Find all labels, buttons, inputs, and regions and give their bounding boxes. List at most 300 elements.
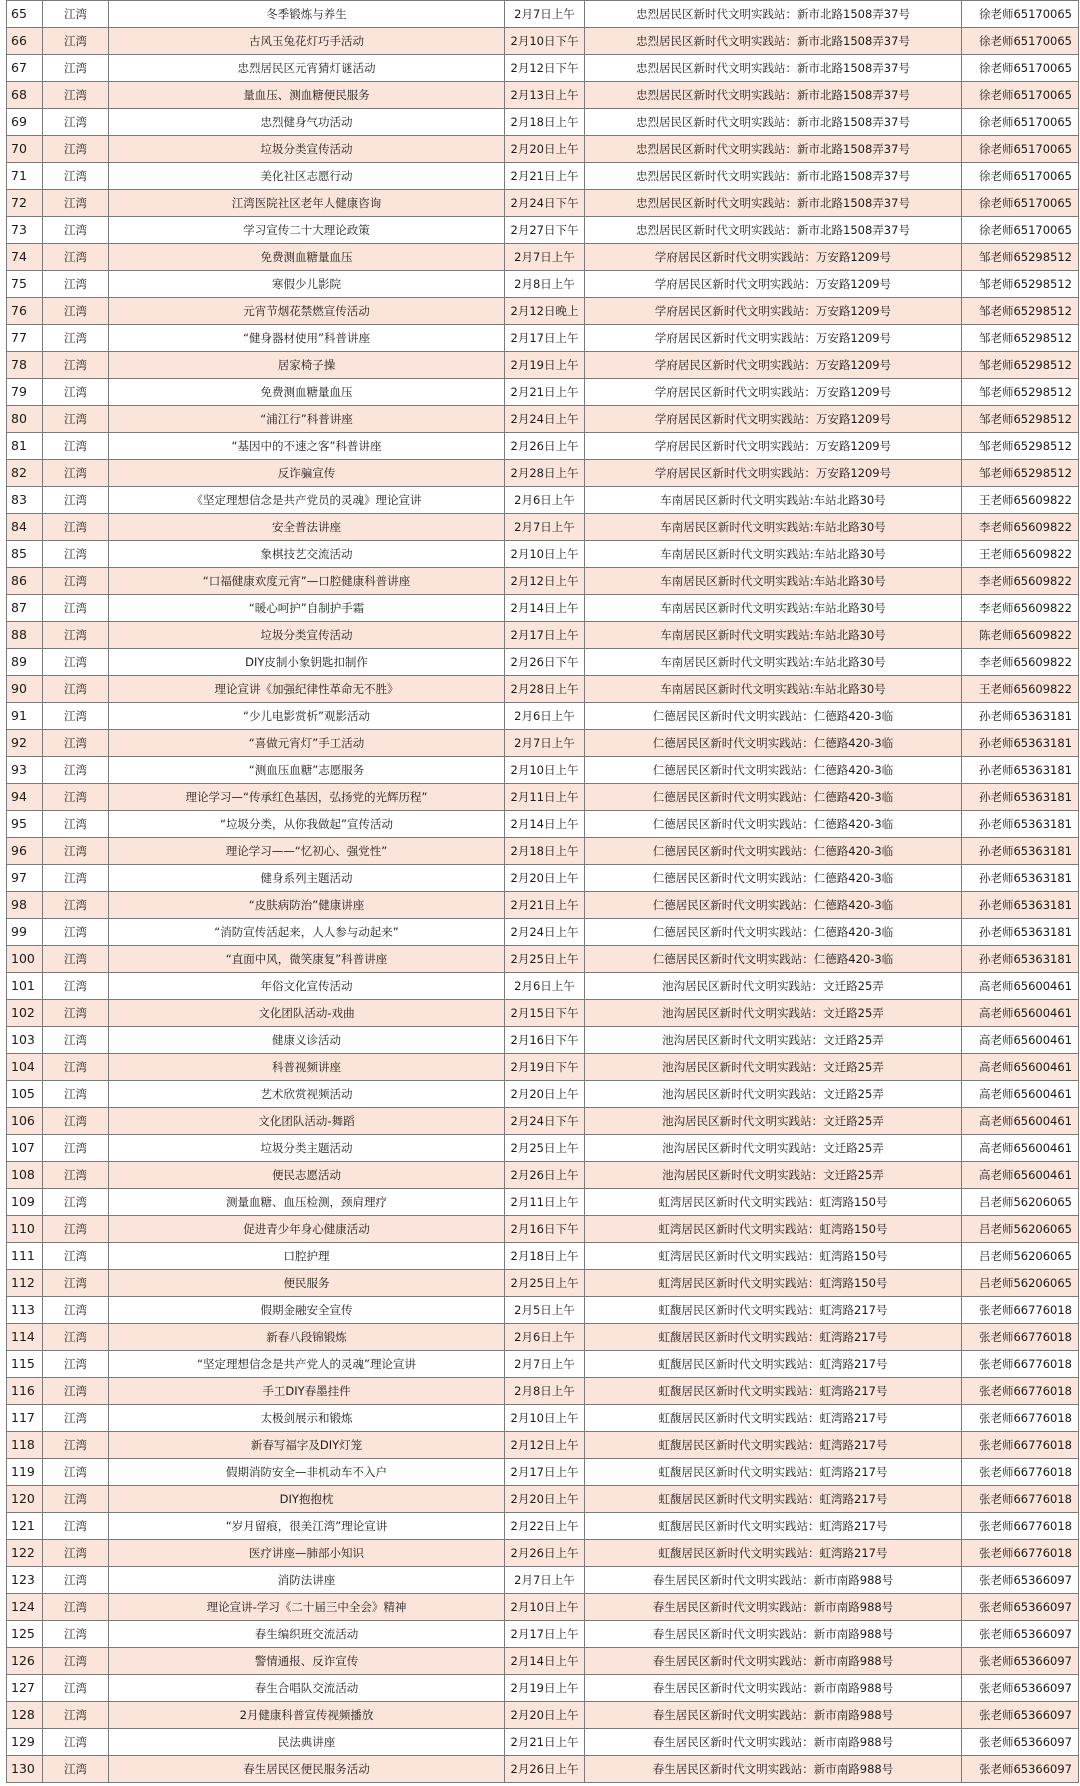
row-number: 112 [7,1270,43,1297]
activity-time-cell: 2月19日上午 [505,1675,585,1702]
area-cell: 江湾 [43,946,109,973]
contact-cell: 邹老师65298512 [962,244,1079,271]
area-cell: 江湾 [43,568,109,595]
location-cell: 学府居民区新时代文明实践站：万安路1209号 [585,433,962,460]
activity-name-cell: 垃圾分类主题活动 [109,1135,505,1162]
contact-cell: 孙老师65363181 [962,946,1079,973]
location-cell: 春生居民区新时代文明实践站：新市南路988号 [585,1648,962,1675]
activity-name-cell: 便民服务 [109,1270,505,1297]
activity-time-cell: 2月10日上午 [505,1405,585,1432]
area-cell: 江湾 [43,82,109,109]
contact-cell: 王老师65609822 [962,541,1079,568]
location-cell: 虹馥居民区新时代文明实践站：虹湾路217号 [585,1486,962,1513]
location-cell: 忠烈居民区新时代文明实践站：新市北路1508弄37号 [585,1,962,28]
row-number: 87 [7,595,43,622]
contact-cell: 张老师66776018 [962,1297,1079,1324]
row-number: 77 [7,325,43,352]
activity-name-cell: 太极剑展示和锻炼 [109,1405,505,1432]
activity-name-cell: 文化团队活动-舞蹈 [109,1108,505,1135]
row-number: 88 [7,622,43,649]
row-number: 82 [7,460,43,487]
activity-name-cell: 手工DIY春墨挂件 [109,1378,505,1405]
row-number: 66 [7,28,43,55]
activity-schedule-table [6,0,1079,1783]
activity-name-cell: 2月健康科普宣传视频播放 [109,1702,505,1729]
activity-time-cell: 2月26日上午 [505,1540,585,1567]
activity-name-cell: 健康义诊活动 [109,1027,505,1054]
row-number: 123 [7,1567,43,1594]
row-number: 101 [7,973,43,1000]
activity-name-cell: 古风玉兔花灯巧手活动 [109,28,505,55]
activity-name-cell: 口腔护理 [109,1243,505,1270]
activity-name-cell: DIY皮制小象钥匙扣制作 [109,649,505,676]
table-row [7,1702,1079,1729]
activity-time-cell: 2月26日上午 [505,1756,585,1783]
location-cell: 忠烈居民区新时代文明实践站：新市北路1508弄37号 [585,28,962,55]
area-cell: 江湾 [43,55,109,82]
row-number: 85 [7,541,43,568]
location-cell: 学府居民区新时代文明实践站：万安路1209号 [585,325,962,352]
activity-time-cell: 2月10日上午 [505,757,585,784]
location-cell: 忠烈居民区新时代文明实践站：新市北路1508弄37号 [585,163,962,190]
contact-cell: 王老师65609822 [962,676,1079,703]
table-row [7,622,1079,649]
table-row [7,541,1079,568]
location-cell: 池沟居民区新时代文明实践站：文迁路25弄 [585,1027,962,1054]
area-cell: 江湾 [43,1459,109,1486]
location-cell: 春生居民区新时代文明实践站：新市南路988号 [585,1675,962,1702]
contact-cell: 李老师65609822 [962,595,1079,622]
contact-cell: 吕老师56206065 [962,1270,1079,1297]
row-number: 81 [7,433,43,460]
location-cell: 虹馥居民区新时代文明实践站：虹湾路217号 [585,1432,962,1459]
activity-name-cell: 象棋技艺交流活动 [109,541,505,568]
contact-cell: 张老师65366097 [962,1729,1079,1756]
activity-time-cell: 2月10日上午 [505,1594,585,1621]
area-cell: 江湾 [43,1378,109,1405]
table-row [7,703,1079,730]
contact-cell: 李老师65609822 [962,514,1079,541]
table-row [7,838,1079,865]
location-cell: 虹馥居民区新时代文明实践站：虹湾路217号 [585,1378,962,1405]
area-cell: 江湾 [43,892,109,919]
activity-time-cell: 2月18日上午 [505,109,585,136]
row-number: 84 [7,514,43,541]
location-cell: 池沟居民区新时代文明实践站：文迁路25弄 [585,1081,962,1108]
activity-time-cell: 2月7日上午 [505,1,585,28]
area-cell: 江湾 [43,136,109,163]
row-number: 126 [7,1648,43,1675]
contact-cell: 高老师65600461 [962,1000,1079,1027]
area-cell: 江湾 [43,433,109,460]
activity-time-cell: 2月27日下午 [505,217,585,244]
location-cell: 忠烈居民区新时代文明实践站：新市北路1508弄37号 [585,190,962,217]
area-cell: 江湾 [43,271,109,298]
row-number: 68 [7,82,43,109]
contact-cell: 张老师65366097 [962,1567,1079,1594]
location-cell: 虹馥居民区新时代文明实践站：虹湾路217号 [585,1513,962,1540]
location-cell: 仁德居民区新时代文明实践站：仁德路420-3临 [585,730,962,757]
table-row [7,892,1079,919]
contact-cell: 高老师65600461 [962,973,1079,1000]
location-cell: 虹馥居民区新时代文明实践站：虹湾路217号 [585,1459,962,1486]
row-number: 90 [7,676,43,703]
contact-cell: 张老师66776018 [962,1405,1079,1432]
row-number: 99 [7,919,43,946]
area-cell: 江湾 [43,649,109,676]
contact-cell: 邹老师65298512 [962,325,1079,352]
area-cell: 江湾 [43,1243,109,1270]
activity-time-cell: 2月11日上午 [505,1189,585,1216]
activity-name-cell: 便民志愿活动 [109,1162,505,1189]
contact-cell: 徐老师65170065 [962,163,1079,190]
activity-name-cell: 居家椅子操 [109,352,505,379]
activity-time-cell: 2月24日下午 [505,190,585,217]
activity-time-cell: 2月25日上午 [505,1135,585,1162]
row-number: 113 [7,1297,43,1324]
location-cell: 春生居民区新时代文明实践站：新市南路988号 [585,1594,962,1621]
table-row [7,973,1079,1000]
location-cell: 春生居民区新时代文明实践站：新市南路988号 [585,1729,962,1756]
contact-cell: 孙老师65363181 [962,784,1079,811]
location-cell: 池沟居民区新时代文明实践站：文迁路25弄 [585,1135,962,1162]
contact-cell: 张老师65366097 [962,1648,1079,1675]
area-cell: 江湾 [43,973,109,1000]
activity-time-cell: 2月25日上午 [505,946,585,973]
location-cell: 忠烈居民区新时代文明实践站：新市北路1508弄37号 [585,109,962,136]
row-number: 120 [7,1486,43,1513]
table-row [7,55,1079,82]
row-number: 76 [7,298,43,325]
contact-cell: 邹老师65298512 [962,433,1079,460]
activity-time-cell: 2月20日上午 [505,1702,585,1729]
location-cell: 仁德居民区新时代文明实践站：仁德路420-3临 [585,784,962,811]
row-number: 129 [7,1729,43,1756]
row-number: 91 [7,703,43,730]
row-number: 74 [7,244,43,271]
area-cell: 江湾 [43,676,109,703]
row-number: 69 [7,109,43,136]
contact-cell: 邹老师65298512 [962,298,1079,325]
row-number: 117 [7,1405,43,1432]
activity-time-cell: 2月11日上午 [505,784,585,811]
location-cell: 虹湾居民区新时代文明实践站：虹湾路150号 [585,1270,962,1297]
table-row [7,460,1079,487]
area-cell: 江湾 [43,919,109,946]
table-row [7,1108,1079,1135]
row-number: 111 [7,1243,43,1270]
activity-time-cell: 2月19日上午 [505,352,585,379]
table-row [7,649,1079,676]
row-number: 73 [7,217,43,244]
row-number: 128 [7,1702,43,1729]
contact-cell: 孙老师65363181 [962,865,1079,892]
area-cell: 江湾 [43,1324,109,1351]
activity-name-cell: 反诈骗宣传 [109,460,505,487]
activity-name-cell: 理论学习—“传承红色基因，弘扬党的光辉历程” [109,784,505,811]
row-number: 107 [7,1135,43,1162]
row-number: 103 [7,1027,43,1054]
table-row [7,298,1079,325]
row-number: 127 [7,1675,43,1702]
row-number: 97 [7,865,43,892]
location-cell: 池沟居民区新时代文明实践站：文迁路25弄 [585,1000,962,1027]
table-row [7,595,1079,622]
row-number: 115 [7,1351,43,1378]
area-cell: 江湾 [43,1594,109,1621]
area-cell: 江湾 [43,541,109,568]
location-cell: 虹湾居民区新时代文明实践站：虹湾路150号 [585,1243,962,1270]
activity-name-cell: 元宵节烟花禁燃宣传活动 [109,298,505,325]
table-row [7,1081,1079,1108]
area-cell: 江湾 [43,1729,109,1756]
area-cell: 江湾 [43,1756,109,1783]
row-number: 105 [7,1081,43,1108]
activity-time-cell: 2月7日上午 [505,730,585,757]
table-row [7,1054,1079,1081]
contact-cell: 邹老师65298512 [962,406,1079,433]
location-cell: 虹湾居民区新时代文明实践站：虹湾路150号 [585,1189,962,1216]
schedule-sheet [6,0,1078,1783]
contact-cell: 高老师65600461 [962,1027,1079,1054]
contact-cell: 高老师65600461 [962,1162,1079,1189]
activity-time-cell: 2月14日上午 [505,595,585,622]
location-cell: 车南居民区新时代文明实践站:车站北路30号 [585,622,962,649]
activity-time-cell: 2月24日上午 [505,406,585,433]
contact-cell: 徐老师65170065 [962,82,1079,109]
table-row [7,1324,1079,1351]
location-cell: 虹馥居民区新时代文明实践站：虹湾路217号 [585,1351,962,1378]
row-number: 79 [7,379,43,406]
activity-time-cell: 2月10日下午 [505,28,585,55]
row-number: 94 [7,784,43,811]
activity-time-cell: 2月6日上午 [505,973,585,1000]
table-row [7,1243,1079,1270]
contact-cell: 高老师65600461 [962,1054,1079,1081]
row-number: 65 [7,1,43,28]
activity-time-cell: 2月7日上午 [505,1351,585,1378]
location-cell: 学府居民区新时代文明实践站：万安路1209号 [585,244,962,271]
area-cell: 江湾 [43,298,109,325]
activity-name-cell: 测量血糖、血压检测，颈肩理疗 [109,1189,505,1216]
activity-name-cell: “浦江行”科普讲座 [109,406,505,433]
location-cell: 虹馥居民区新时代文明实践站：虹湾路217号 [585,1540,962,1567]
table-row [7,730,1079,757]
contact-cell: 张老师65366097 [962,1702,1079,1729]
activity-time-cell: 2月20日上午 [505,136,585,163]
table-row [7,568,1079,595]
row-number: 109 [7,1189,43,1216]
row-number: 116 [7,1378,43,1405]
area-cell: 江湾 [43,838,109,865]
activity-name-cell: 春生编织班交流活动 [109,1621,505,1648]
area-cell: 江湾 [43,1648,109,1675]
row-number: 72 [7,190,43,217]
area-cell: 江湾 [43,28,109,55]
location-cell: 仁德居民区新时代文明实践站：仁德路420-3临 [585,757,962,784]
activity-time-cell: 2月26日下午 [505,649,585,676]
table-row [7,163,1079,190]
activity-name-cell: 警情通报、反诈宣传 [109,1648,505,1675]
table-row [7,757,1079,784]
location-cell: 车南居民区新时代文明实践站:车站北路30号 [585,595,962,622]
contact-cell: 张老师66776018 [962,1513,1079,1540]
activity-time-cell: 2月6日上午 [505,487,585,514]
activity-name-cell: 文化团队活动-戏曲 [109,1000,505,1027]
contact-cell: 张老师66776018 [962,1324,1079,1351]
location-cell: 学府居民区新时代文明实践站：万安路1209号 [585,379,962,406]
activity-name-cell: 民法典讲座 [109,1729,505,1756]
contact-cell: 张老师66776018 [962,1432,1079,1459]
contact-cell: 高老师65600461 [962,1108,1079,1135]
table-row [7,190,1079,217]
activity-time-cell: 2月14日上午 [505,1648,585,1675]
activity-name-cell: 安全普法讲座 [109,514,505,541]
activity-name-cell: 量血压、测血糖便民服务 [109,82,505,109]
activity-time-cell: 2月8日上午 [505,271,585,298]
table-row [7,946,1079,973]
row-number: 78 [7,352,43,379]
contact-cell: 王老师65609822 [962,487,1079,514]
activity-time-cell: 2月10日上午 [505,541,585,568]
area-cell: 江湾 [43,595,109,622]
area-cell: 江湾 [43,163,109,190]
table-row [7,1405,1079,1432]
area-cell: 江湾 [43,217,109,244]
table-row [7,1162,1079,1189]
area-cell: 江湾 [43,1567,109,1594]
activity-time-cell: 2月25日上午 [505,1270,585,1297]
table-row [7,1351,1079,1378]
table-row [7,1594,1079,1621]
schedule-table-body [7,1,1079,1783]
activity-time-cell: 2月5日上午 [505,1297,585,1324]
location-cell: 仁德居民区新时代文明实践站：仁德路420-3临 [585,703,962,730]
area-cell: 江湾 [43,109,109,136]
activity-name-cell: 艺术欣赏视频活动 [109,1081,505,1108]
activity-name-cell: “岁月留痕，很美江湾”理论宣讲 [109,1513,505,1540]
row-number: 119 [7,1459,43,1486]
area-cell: 江湾 [43,1270,109,1297]
area-cell: 江湾 [43,1054,109,1081]
table-row [7,1216,1079,1243]
location-cell: 春生居民区新时代文明实践站：新市南路988号 [585,1567,962,1594]
activity-name-cell: “直面中风，微笑康复”科普讲座 [109,946,505,973]
contact-cell: 孙老师65363181 [962,703,1079,730]
contact-cell: 徐老师65170065 [962,217,1079,244]
area-cell: 江湾 [43,1216,109,1243]
area-cell: 江湾 [43,1432,109,1459]
table-row [7,865,1079,892]
table-row [7,1297,1079,1324]
area-cell: 江湾 [43,1135,109,1162]
area-cell: 江湾 [43,1486,109,1513]
table-row [7,1270,1079,1297]
contact-cell: 陈老师65609822 [962,622,1079,649]
activity-time-cell: 2月6日上午 [505,1324,585,1351]
activity-time-cell: 2月6日上午 [505,703,585,730]
contact-cell: 孙老师65363181 [962,892,1079,919]
table-row [7,1378,1079,1405]
location-cell: 仁德居民区新时代文明实践站：仁德路420-3临 [585,865,962,892]
area-cell: 江湾 [43,784,109,811]
row-number: 125 [7,1621,43,1648]
row-number: 118 [7,1432,43,1459]
location-cell: 车南居民区新时代文明实践站:车站北路30号 [585,649,962,676]
contact-cell: 李老师65609822 [962,649,1079,676]
contact-cell: 张老师66776018 [962,1486,1079,1513]
location-cell: 池沟居民区新时代文明实践站：文迁路25弄 [585,1162,962,1189]
activity-name-cell: 免费测血糖量血压 [109,379,505,406]
activity-name-cell: DIY抱抱枕 [109,1486,505,1513]
row-number: 130 [7,1756,43,1783]
contact-cell: 孙老师65363181 [962,757,1079,784]
table-row [7,1459,1079,1486]
area-cell: 江湾 [43,406,109,433]
activity-time-cell: 2月28日上午 [505,460,585,487]
contact-cell: 张老师66776018 [962,1459,1079,1486]
activity-time-cell: 2月7日上午 [505,514,585,541]
contact-cell: 李老师65609822 [962,568,1079,595]
activity-time-cell: 2月7日上午 [505,244,585,271]
contact-cell: 高老师65600461 [962,1081,1079,1108]
contact-cell: 张老师66776018 [962,1540,1079,1567]
activity-name-cell: 寒假少儿影院 [109,271,505,298]
row-number: 106 [7,1108,43,1135]
activity-time-cell: 2月21日上午 [505,1729,585,1756]
row-number: 102 [7,1000,43,1027]
location-cell: 虹湾居民区新时代文明实践站：虹湾路150号 [585,1216,962,1243]
table-row [7,784,1079,811]
activity-name-cell: “皮肤病防治”健康讲座 [109,892,505,919]
area-cell: 江湾 [43,1000,109,1027]
area-cell: 江湾 [43,1027,109,1054]
contact-cell: 张老师65366097 [962,1621,1079,1648]
row-number: 100 [7,946,43,973]
row-number: 93 [7,757,43,784]
table-row [7,271,1079,298]
row-number: 98 [7,892,43,919]
activity-time-cell: 2月17日上午 [505,622,585,649]
table-row [7,1135,1079,1162]
area-cell: 江湾 [43,1162,109,1189]
area-cell: 江湾 [43,1540,109,1567]
row-number: 124 [7,1594,43,1621]
activity-time-cell: 2月20日上午 [505,1081,585,1108]
activity-time-cell: 2月24日下午 [505,1108,585,1135]
table-row [7,352,1079,379]
row-number: 67 [7,55,43,82]
activity-name-cell: 理论宣讲-学习《二十届三中全会》精神 [109,1594,505,1621]
activity-name-cell: 冬季锻炼与养生 [109,1,505,28]
area-cell: 江湾 [43,1702,109,1729]
activity-name-cell: 美化社区志愿行动 [109,163,505,190]
activity-name-cell: “喜做元宵灯”手工活动 [109,730,505,757]
row-number: 71 [7,163,43,190]
table-row [7,1648,1079,1675]
area-cell: 江湾 [43,1081,109,1108]
activity-name-cell: “测血压血糖”志愿服务 [109,757,505,784]
activity-name-cell: “垃圾分类，从你我做起”宣传活动 [109,811,505,838]
location-cell: 仁德居民区新时代文明实践站：仁德路420-3临 [585,838,962,865]
table-row [7,109,1079,136]
area-cell: 江湾 [43,487,109,514]
activity-time-cell: 2月17日上午 [505,1459,585,1486]
row-number: 122 [7,1540,43,1567]
row-number: 121 [7,1513,43,1540]
activity-time-cell: 2月21日上午 [505,892,585,919]
row-number: 75 [7,271,43,298]
